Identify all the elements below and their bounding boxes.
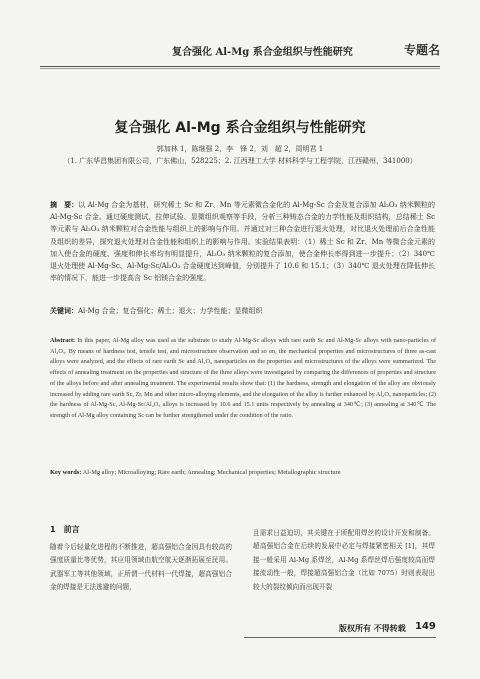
page-number: 149 — [415, 621, 436, 632]
section-heading: 1 前言 — [50, 525, 80, 534]
abstract-en-text: In this paper, Al-Mg alloy was used as the substrate to study Al-Mg-Sc alloys with rare earth Sc and Al-Mg-Sc alloys with nano-particles of Al₂O₃. By means of hardness test, tensile test, and microstructure observation and so on, the mechanical properties and microstructures of three as-cast alloys were analyzed, and the effects of rare earth Sc and Al₂O₃ nanoparticles on the properties and microstructures of the alloys were summarized. The effects of annealing treatment on the properties and structure of the three alloys were investigated by comparing the differences of properties and structure of the alloys before and after annealing treatment. The experimental results show that: (1) the hardness, strength and elongation of the alloy are obviously increased by adding rare earth Sc, Zr, Mn and other micro-alloying elements, and the elongation of the alloy is further enhanced by Al₂O₃ nanoparticles; (2) the hardness of Al-Mg-Sc, Al-Mg-Sc/Al₂O₃ alloys is increased by 10.6 and 15.1 units respectively by annealing at 340℃; (3) annealing at 340℃ The strength of Al-Mg alloy containing Sc can be further strengthened under the condition of the ratio. — [50, 337, 437, 419]
keywords-en — [50, 469, 436, 476]
article-title: 复合强化 Al-Mg 系合金组织与性能研究 — [114, 120, 366, 136]
copyright-notice: 版权所有 不得转载 — [339, 623, 406, 633]
keywords-en-label: Key words: — [50, 469, 82, 476]
running-header — [40, 40, 440, 62]
author-list: 郭加林 1，陈继强 2，李 锋 2，刘 超 2，周明君 1 — [156, 145, 324, 153]
running-title: 复合强化 Al-Mg 系合金组织与性能研究 — [172, 47, 353, 58]
header-rule — [40, 66, 440, 67]
footer-rule — [244, 637, 436, 638]
abstract-en-label: Abstract: — [50, 337, 76, 344]
keywords-en-text: Al-Mg alloy; Microalloying; Rare earth; Annealing; Mechanical properties; Metallographic structure — [82, 469, 341, 476]
abstract-cn-label: 摘 要： — [50, 200, 79, 209]
column-name: 专题名 — [403, 43, 440, 57]
abstract-cn — [50, 199, 435, 284]
affiliation: （1. 广东华昌集团有限公司，广东佛山，528225；2. 江西理工大学 材料科学与工程学院，江西赣州，341000） — [63, 157, 417, 165]
body-left-column: 随着今后轻量化进程的不断推进，超高强铝合金因具有较高的强度质量比等优势，其应用领域由航空航天逐渐拓展至民用。武器军工等其他领域，正所谓一代材料一代焊接，超高强铝合金的焊接是无法逃避的问题， — [50, 543, 232, 592]
keywords-cn-label: 关键词： — [50, 306, 78, 315]
abstract-en — [50, 336, 436, 422]
abstract-cn-text: 以 Al-Mg 合金为基材，研究稀土 Sc 和 Zr、Mn 等元素微合金化的 Al-Mg-Sc 合金及复合添加 Al₂O₃ 纳米颗粒的 Al-Mg-Sc 合金。通过硬度测试、拉伸试验、显微组织观察等手段，分析三种铸态合金的力学性能及组织结构，总结稀土 Sc 等元素与 Al₂O₃ 纳米颗粒对合金性能与组织上的影响与作用。并通过对三种合金进行退火处理，对比退火处理前后合金性能及组织的差异，探究退火处理对合金性能和组织上的影响与作用。实验结果表明：（1）稀土 Sc 和 Zr、Mn 等微合金元素的加入使合金的硬度、强度和伸长率均有明显提升，Al₂O₃ 纳米颗粒的复合添加，使合金伸长率得到进一步提升；（2）340℃ 退火处理使 Al-Mg-Sc、Al-Mg-Sc/Al₂O₃ 合金硬度达到峰值，分别提升了 10.6 和 15.1；（3）340℃ 退火处理在降低伸长率的情况下，能进一步提高含 Sc 铝镁合金的强度。 — [50, 201, 436, 283]
keywords-cn-text: Al-Mg 合金；复合强化；稀土；退火；力学性能；显微组织 — [78, 307, 263, 315]
keywords-cn — [50, 306, 435, 316]
header-rule-thin — [40, 68, 440, 69]
body-right-column: 且需求日益迫切，其关键在于所配用焊丝的设计开发和制备。超高强铝合金在后续的发展中必定与焊接紧密相关 [1]，其焊接一般采用 Al-Mg 系焊丝，Al-Mg 系焊丝焊后强度较高而焊接流动性一般，焊接超高强铝合金（比如 7075）时则表现出较大的裂纹倾向而出现开裂 — [253, 529, 435, 591]
